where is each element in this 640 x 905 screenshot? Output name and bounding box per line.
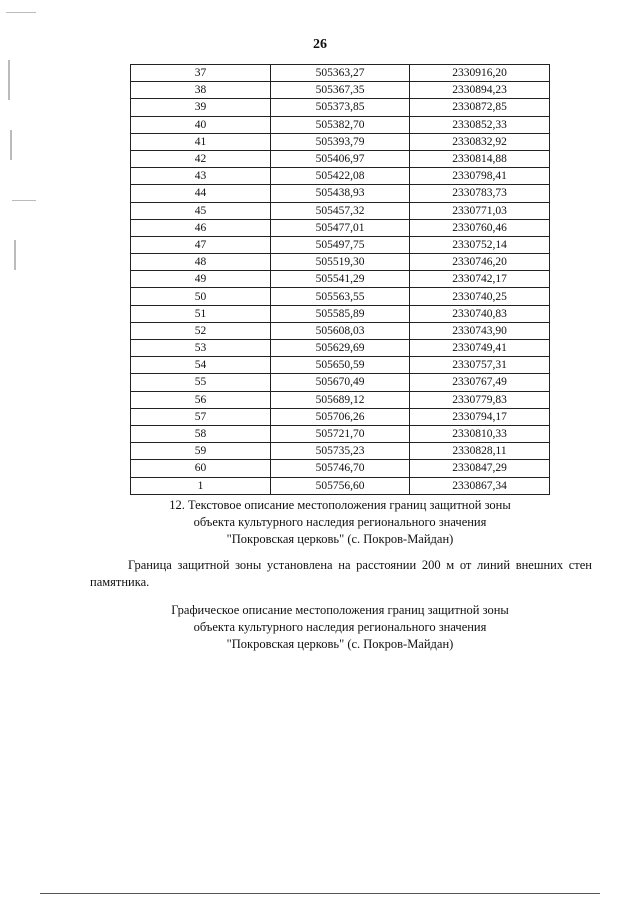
x-coordinate-cell: 505735,23 bbox=[271, 443, 410, 460]
y-coordinate-cell: 2330760,46 bbox=[410, 219, 550, 236]
x-coordinate-cell: 505721,70 bbox=[271, 425, 410, 442]
point-number-cell: 45 bbox=[131, 202, 271, 219]
point-number-cell: 51 bbox=[131, 305, 271, 322]
protection-zone-description bbox=[90, 557, 592, 591]
y-coordinate-cell: 2330740,25 bbox=[410, 288, 550, 305]
point-number-cell: 49 bbox=[131, 271, 271, 288]
point-number-cell: 50 bbox=[131, 288, 271, 305]
point-number-cell: 58 bbox=[131, 425, 271, 442]
table-row bbox=[131, 460, 550, 477]
x-coordinate-cell: 505363,27 bbox=[271, 65, 410, 82]
y-coordinate-cell: 2330847,29 bbox=[410, 460, 550, 477]
y-coordinate-cell: 2330771,03 bbox=[410, 202, 550, 219]
coordinates-table bbox=[130, 64, 550, 495]
x-coordinate-cell: 505746,70 bbox=[271, 460, 410, 477]
table-row bbox=[131, 305, 550, 322]
y-coordinate-cell: 2330828,11 bbox=[410, 443, 550, 460]
graphic-heading-line: "Покровская церковь" (с. Покров-Майдан) bbox=[226, 637, 454, 651]
point-number-cell: 46 bbox=[131, 219, 271, 236]
x-coordinate-cell: 505519,30 bbox=[271, 254, 410, 271]
body-text-line: Граница защитной зоны установлена на расстоянии 200 м от линий внешних стен bbox=[128, 558, 592, 572]
graphic-description-heading bbox=[130, 602, 550, 653]
x-coordinate-cell: 505422,08 bbox=[271, 168, 410, 185]
coordinates-table-body bbox=[131, 65, 550, 495]
section-heading-line: "Покровская церковь" (с. Покров-Майдан) bbox=[226, 532, 454, 546]
point-number-cell: 41 bbox=[131, 133, 271, 150]
point-number-cell: 44 bbox=[131, 185, 271, 202]
table-row bbox=[131, 99, 550, 116]
y-coordinate-cell: 2330743,90 bbox=[410, 322, 550, 339]
x-coordinate-cell: 505756,60 bbox=[271, 477, 410, 494]
y-coordinate-cell: 2330852,33 bbox=[410, 116, 550, 133]
table-row bbox=[131, 288, 550, 305]
y-coordinate-cell: 2330767,49 bbox=[410, 374, 550, 391]
y-coordinate-cell: 2330794,17 bbox=[410, 408, 550, 425]
scan-artifact bbox=[6, 12, 36, 13]
scan-artifact bbox=[8, 60, 10, 100]
section-heading bbox=[130, 497, 550, 548]
point-number-cell: 53 bbox=[131, 340, 271, 357]
y-coordinate-cell: 2330749,41 bbox=[410, 340, 550, 357]
y-coordinate-cell: 2330783,73 bbox=[410, 185, 550, 202]
graphic-heading-line: Графическое описание местоположения границ защитной зоны bbox=[171, 603, 509, 617]
scan-artifact bbox=[12, 200, 36, 201]
table-row bbox=[131, 82, 550, 99]
scan-artifact bbox=[10, 130, 12, 160]
x-coordinate-cell: 505650,59 bbox=[271, 357, 410, 374]
table-row bbox=[131, 219, 550, 236]
x-coordinate-cell: 505706,26 bbox=[271, 408, 410, 425]
y-coordinate-cell: 2330867,34 bbox=[410, 477, 550, 494]
y-coordinate-cell: 2330894,23 bbox=[410, 82, 550, 99]
table-row bbox=[131, 65, 550, 82]
x-coordinate-cell: 505541,29 bbox=[271, 271, 410, 288]
x-coordinate-cell: 505406,97 bbox=[271, 150, 410, 167]
x-coordinate-cell: 505563,55 bbox=[271, 288, 410, 305]
x-coordinate-cell: 505382,70 bbox=[271, 116, 410, 133]
x-coordinate-cell: 505373,85 bbox=[271, 99, 410, 116]
point-number-cell: 54 bbox=[131, 357, 271, 374]
section-heading-line: объекта культурного наследия регионального значения bbox=[193, 515, 487, 529]
y-coordinate-cell: 2330746,20 bbox=[410, 254, 550, 271]
point-number-cell: 52 bbox=[131, 322, 271, 339]
y-coordinate-cell: 2330752,14 bbox=[410, 236, 550, 253]
point-number-cell: 1 bbox=[131, 477, 271, 494]
x-coordinate-cell: 505670,49 bbox=[271, 374, 410, 391]
body-text-line: памятника. bbox=[90, 575, 150, 589]
table-row bbox=[131, 477, 550, 494]
x-coordinate-cell: 505477,01 bbox=[271, 219, 410, 236]
x-coordinate-cell: 505438,93 bbox=[271, 185, 410, 202]
point-number-cell: 39 bbox=[131, 99, 271, 116]
y-coordinate-cell: 2330742,17 bbox=[410, 271, 550, 288]
point-number-cell: 37 bbox=[131, 65, 271, 82]
table-row bbox=[131, 202, 550, 219]
table-row bbox=[131, 340, 550, 357]
table-row bbox=[131, 357, 550, 374]
table-row bbox=[131, 254, 550, 271]
y-coordinate-cell: 2330798,41 bbox=[410, 168, 550, 185]
x-coordinate-cell: 505457,32 bbox=[271, 202, 410, 219]
x-coordinate-cell: 505367,35 bbox=[271, 82, 410, 99]
y-coordinate-cell: 2330757,31 bbox=[410, 357, 550, 374]
table-row bbox=[131, 322, 550, 339]
point-number-cell: 57 bbox=[131, 408, 271, 425]
y-coordinate-cell: 2330832,92 bbox=[410, 133, 550, 150]
point-number-cell: 59 bbox=[131, 443, 271, 460]
y-coordinate-cell: 2330740,83 bbox=[410, 305, 550, 322]
y-coordinate-cell: 2330916,20 bbox=[410, 65, 550, 82]
table-row bbox=[131, 408, 550, 425]
point-number-cell: 48 bbox=[131, 254, 271, 271]
table-row bbox=[131, 425, 550, 442]
table-row bbox=[131, 443, 550, 460]
graphic-heading-line: объекта культурного наследия регионального значения bbox=[193, 620, 487, 634]
x-coordinate-cell: 505585,89 bbox=[271, 305, 410, 322]
point-number-cell: 38 bbox=[131, 82, 271, 99]
y-coordinate-cell: 2330814,88 bbox=[410, 150, 550, 167]
y-coordinate-cell: 2330872,85 bbox=[410, 99, 550, 116]
table-row bbox=[131, 271, 550, 288]
point-number-cell: 43 bbox=[131, 168, 271, 185]
table-row bbox=[131, 236, 550, 253]
x-coordinate-cell: 505393,79 bbox=[271, 133, 410, 150]
table-row bbox=[131, 185, 550, 202]
table-row bbox=[131, 391, 550, 408]
table-row bbox=[131, 133, 550, 150]
x-coordinate-cell: 505608,03 bbox=[271, 322, 410, 339]
table-row bbox=[131, 374, 550, 391]
scan-artifact bbox=[14, 240, 16, 270]
section-heading-line: 12. Текстовое описание местоположения границ защитной зоны bbox=[169, 498, 511, 512]
table-row bbox=[131, 168, 550, 185]
y-coordinate-cell: 2330810,33 bbox=[410, 425, 550, 442]
footer-rule bbox=[40, 893, 600, 894]
page-number: 26 bbox=[313, 37, 327, 52]
x-coordinate-cell: 505629,69 bbox=[271, 340, 410, 357]
y-coordinate-cell: 2330779,83 bbox=[410, 391, 550, 408]
table-row bbox=[131, 116, 550, 133]
point-number-cell: 40 bbox=[131, 116, 271, 133]
x-coordinate-cell: 505497,75 bbox=[271, 236, 410, 253]
point-number-cell: 42 bbox=[131, 150, 271, 167]
x-coordinate-cell: 505689,12 bbox=[271, 391, 410, 408]
table-row bbox=[131, 150, 550, 167]
point-number-cell: 47 bbox=[131, 236, 271, 253]
point-number-cell: 56 bbox=[131, 391, 271, 408]
point-number-cell: 60 bbox=[131, 460, 271, 477]
point-number-cell: 55 bbox=[131, 374, 271, 391]
